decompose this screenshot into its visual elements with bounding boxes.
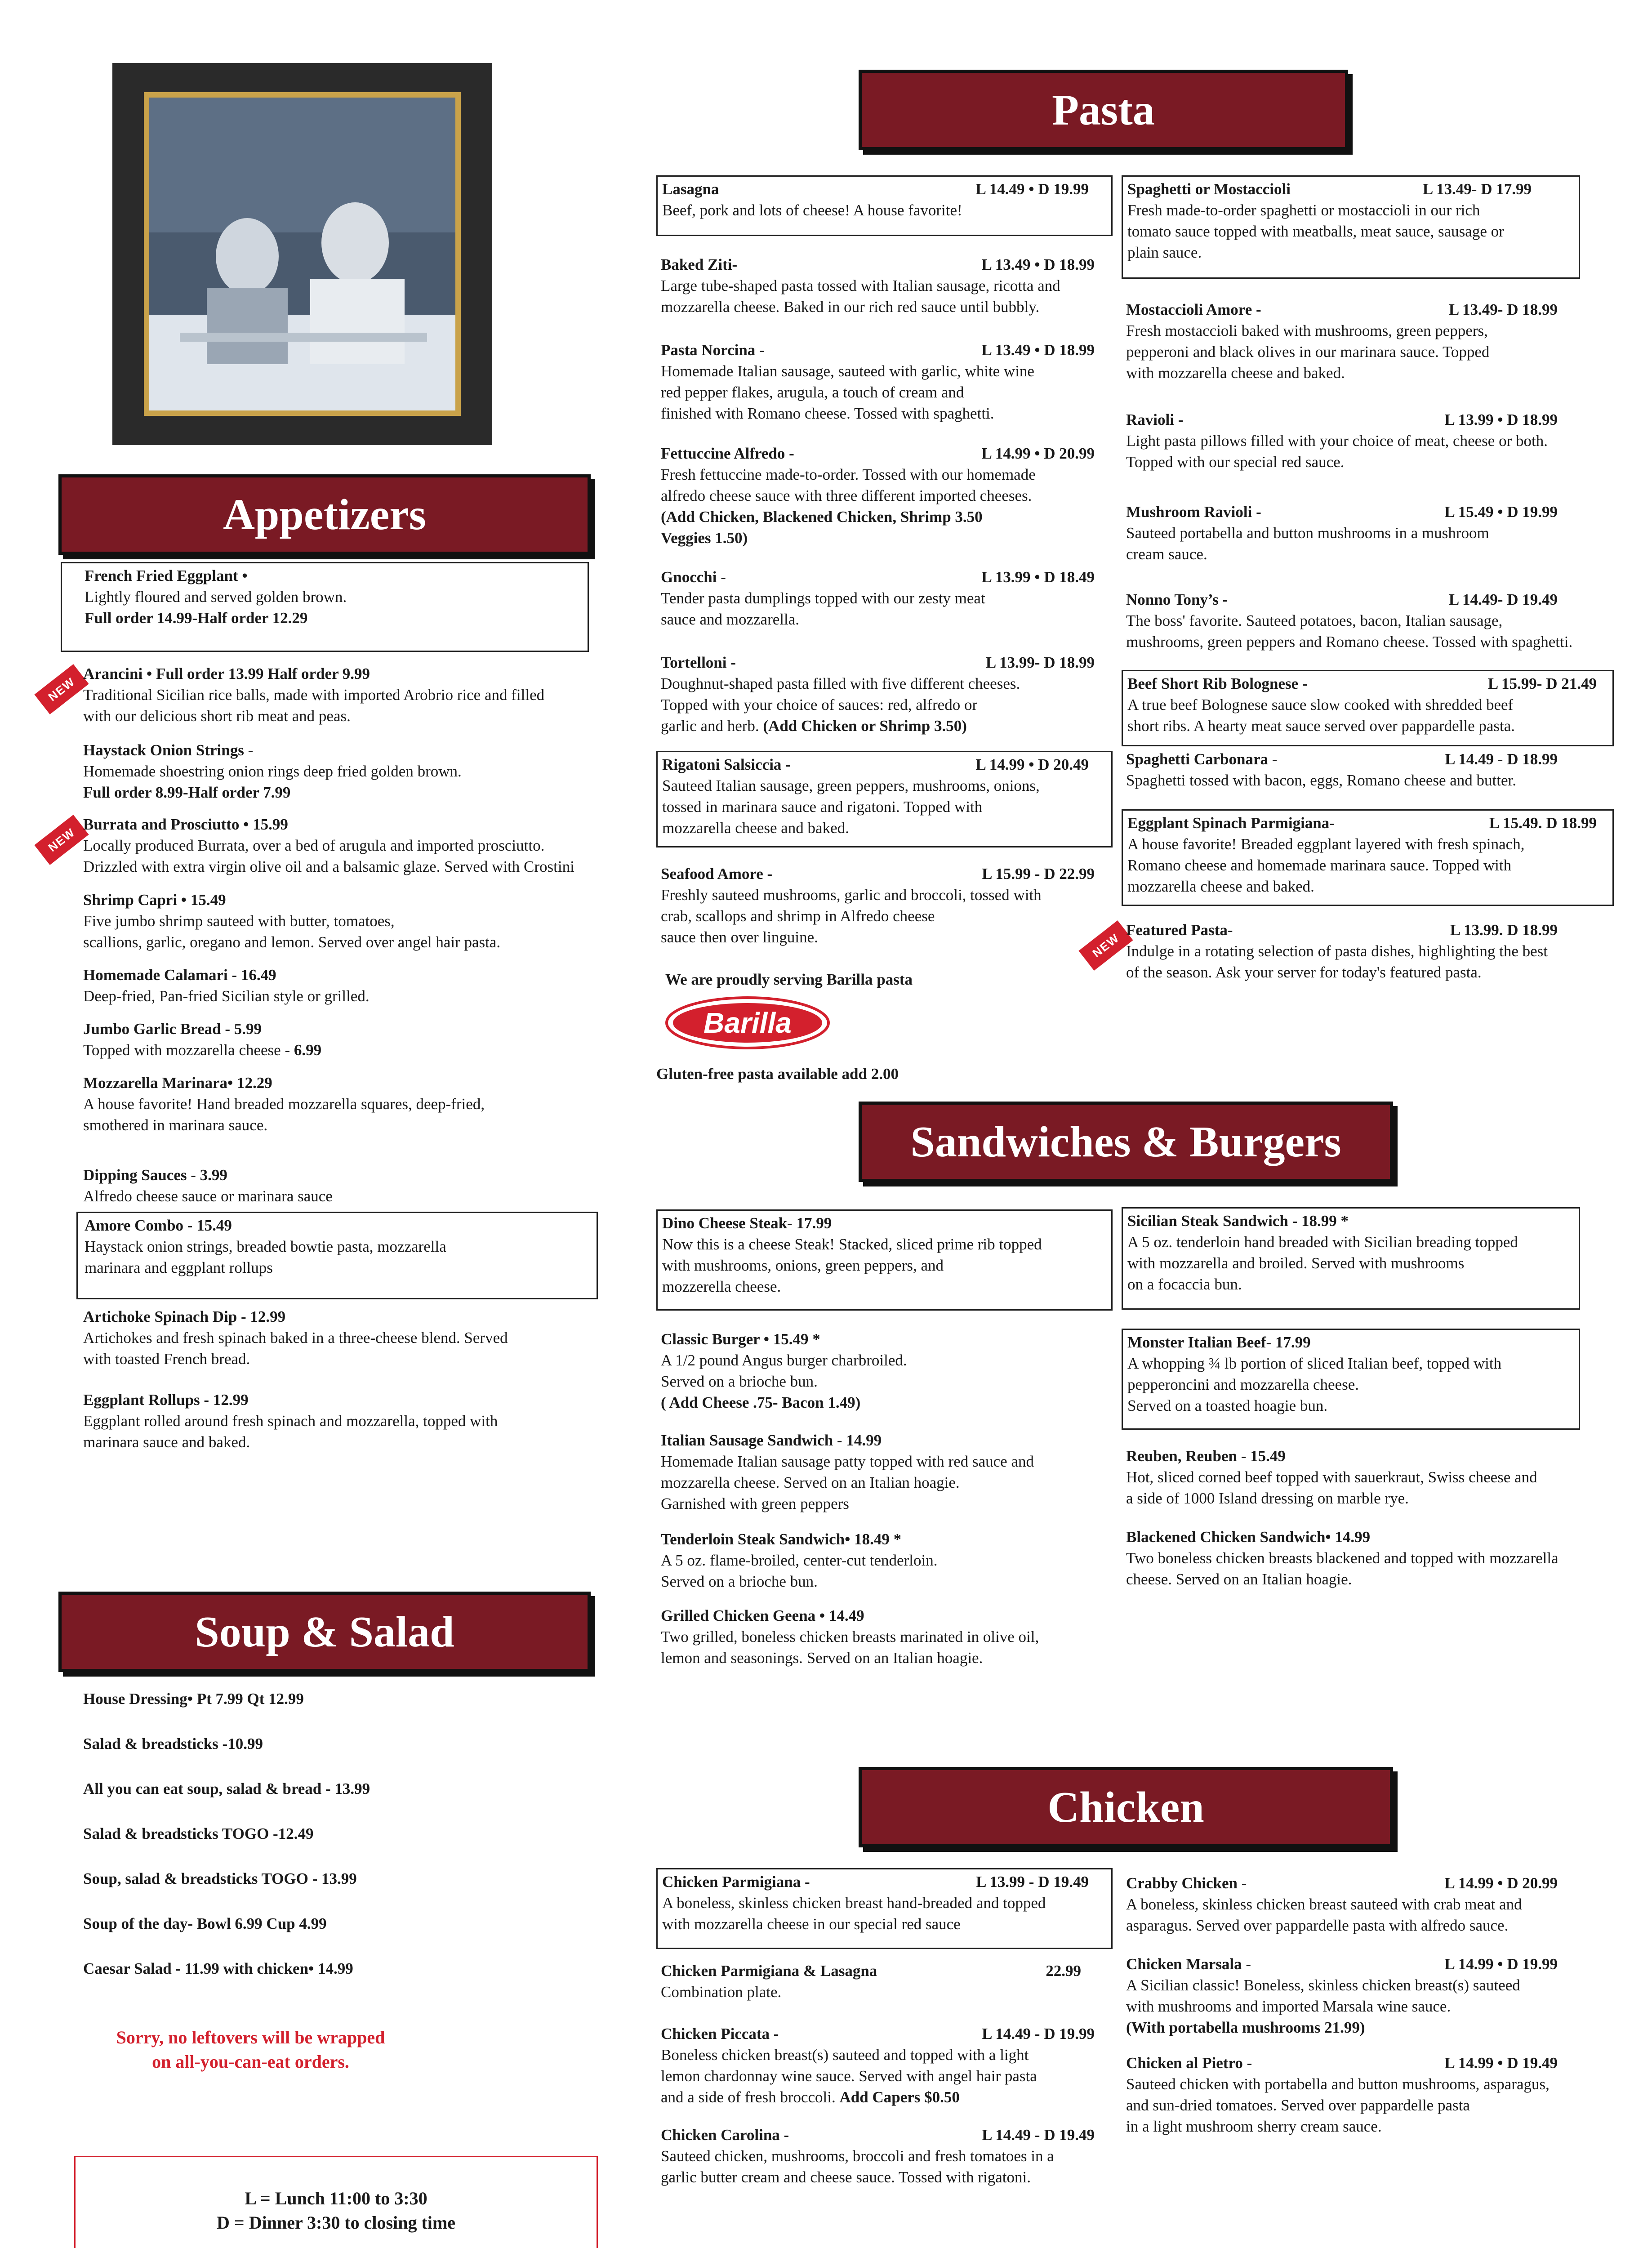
menu-item-mostaccioli-amore bbox=[1126, 299, 1603, 384]
item-desc: with mushrooms and imported Marsala wine sauce. bbox=[1126, 1998, 1451, 2015]
item-name: Baked Ziti- bbox=[661, 256, 738, 273]
barilla-logo bbox=[664, 996, 831, 1050]
item-title-row bbox=[661, 254, 1115, 275]
item-desc: Beef, pork and lots of cheese! A house favorite! bbox=[662, 201, 962, 219]
item-desc: of the season. Ask your server for today's featured pasta. bbox=[1126, 963, 1482, 981]
item-desc: Fresh made-to-order spaghetti or mostaccioli in our rich bbox=[1127, 201, 1480, 219]
item-title-row bbox=[661, 339, 1115, 361]
item-desc: Topped with your choice of sauces: red, alfredo or bbox=[661, 696, 978, 714]
item-addon: (With portabella mushrooms 21.99) bbox=[1126, 2019, 1365, 2036]
item-desc: Indulge in a rotating selection of pasta dishes, highlighting the best bbox=[1126, 942, 1548, 960]
menu-item-nonno-tonys bbox=[1126, 589, 1634, 652]
item-desc: a side of 1000 Island dressing on marble rye. bbox=[1126, 1490, 1409, 1507]
item-desc: Fresh fettuccine made-to-order. Tossed with our homemade bbox=[661, 466, 1036, 483]
item-desc: Served on a brioche bun. bbox=[661, 1373, 818, 1390]
item-title-row bbox=[661, 2023, 1115, 2044]
menu-item-ravioli bbox=[1126, 409, 1603, 473]
item-price: L 14.99 • D 19.49 bbox=[1444, 2054, 1558, 2072]
item-title: Reuben, Reuben - 15.49 bbox=[1126, 1447, 1286, 1465]
item-desc: scallions, garlic, oregano and lemon. Served over angel hair pasta. bbox=[83, 933, 501, 951]
item-name: Chicken al Pietro - bbox=[1126, 2054, 1252, 2072]
item-title: Sicilian Steak Sandwich - 18.99 * bbox=[1127, 1212, 1349, 1230]
item-name: Spaghetti Carbonara - bbox=[1126, 750, 1278, 768]
item-title: Blackened Chicken Sandwich• 14.99 bbox=[1126, 1528, 1371, 1546]
item-desc: red pepper flakes, arugula, a touch of cream and bbox=[661, 384, 964, 401]
menu-item-arancini bbox=[83, 663, 623, 727]
item-price: L 13.49 • D 18.99 bbox=[981, 256, 1095, 273]
menu-item-crabby-chicken bbox=[1126, 1873, 1621, 1936]
item-desc: Drizzled with extra virgin olive oil and a balsamic glaze. Served with Crostini bbox=[83, 858, 574, 875]
item-title: Classic Burger • 15.49 * bbox=[661, 1330, 820, 1348]
menu-item-tenderloin-steak-sandwich bbox=[661, 1529, 1115, 1592]
item-desc: plain sauce. bbox=[1127, 244, 1202, 261]
item-desc: mushrooms, green peppers and Romano cheese. Tossed with spaghetti. bbox=[1126, 633, 1573, 651]
item-title: Shrimp Capri • 15.49 bbox=[83, 891, 226, 909]
item-price: L 14.99 • D 20.99 bbox=[981, 445, 1095, 462]
item-name: Fettuccine Alfredo - bbox=[661, 445, 794, 462]
item-price: L 14.49 - D 18.99 bbox=[1445, 750, 1558, 768]
item-name: Ravioli - bbox=[1126, 411, 1184, 428]
soup-item: Salad & breadsticks TOGO -12.49 bbox=[83, 1825, 314, 1842]
item-desc: with mozzarella cheese in our special red sauce bbox=[662, 1915, 961, 1933]
menu-item-lasagna bbox=[656, 175, 1113, 236]
item-desc: marinara and eggplant rollups bbox=[85, 1259, 273, 1276]
item-desc: Alfredo cheese sauce or marinara sauce bbox=[83, 1187, 333, 1205]
menu-item-seafood-amore bbox=[661, 863, 1115, 948]
item-title: Dipping Sauces - 3.99 bbox=[83, 1166, 227, 1184]
menu-item-garlic-bread bbox=[83, 1018, 600, 1061]
item-desc: Eggplant rolled around fresh spinach and mozzarella, topped with bbox=[83, 1412, 498, 1430]
item-desc: Sauteed Italian sausage, green peppers, mushrooms, onions, bbox=[662, 777, 1040, 794]
item-desc: A 5 oz. tenderloin hand breaded with Sicilian breading topped bbox=[1127, 1233, 1518, 1251]
item-desc: mozzerella cheese. bbox=[662, 1278, 781, 1295]
menu-item-grilled-chicken-geena bbox=[661, 1605, 1115, 1668]
menu-item-gnocchi bbox=[661, 566, 1115, 630]
item-desc: Traditional Sicilian rice balls, made with imported Arobrio rice and filled bbox=[83, 686, 545, 704]
item-title-row bbox=[661, 863, 1115, 884]
item-desc: Lightly floured and served golden brown. bbox=[85, 588, 347, 606]
item-price: 22.99 bbox=[1046, 1962, 1081, 1980]
item-desc: Two boneless chicken breasts blackened and topped with mozzarella bbox=[1126, 1549, 1558, 1567]
item-desc: marinara sauce and baked. bbox=[83, 1433, 250, 1451]
menu-item-sicilian-steak-sandwich bbox=[1122, 1207, 1580, 1310]
item-price: L 13.99- D 18.99 bbox=[985, 654, 1095, 671]
item-title: Tenderloin Steak Sandwich• 18.49 * bbox=[661, 1530, 902, 1548]
item-name: Seafood Amore - bbox=[661, 865, 773, 883]
item-desc: A true beef Bolognese sauce slow cooked with shredded beef bbox=[1127, 696, 1514, 714]
item-name: Rigatoni Salsiccia - bbox=[662, 756, 791, 773]
menu-item-blackened-chicken-sandwich bbox=[1126, 1526, 1630, 1590]
item-desc: Combination plate. bbox=[661, 1983, 782, 2001]
notice-line: Sorry, no leftovers will be wrapped bbox=[116, 2027, 385, 2047]
item-addon: Add Capers $0.50 bbox=[839, 2088, 960, 2106]
item-desc: Fresh mostaccioli baked with mushrooms, green peppers, bbox=[1126, 322, 1488, 339]
item-price: L 14.49 - D 19.99 bbox=[982, 2025, 1095, 2043]
item-desc: finished with Romano cheese. Tossed with spaghetti. bbox=[661, 405, 994, 422]
item-desc: lemon chardonnay wine sauce. Served with angel hair pasta bbox=[661, 2067, 1037, 2085]
item-price: L 13.99 • D 18.49 bbox=[981, 568, 1095, 586]
item-desc: cheese. Served on an Italian hoagie. bbox=[1126, 1570, 1352, 1588]
item-name: Chicken Marsala - bbox=[1126, 1955, 1251, 1973]
item-title-row bbox=[1127, 178, 1574, 200]
item-desc: in a light mushroom sherry cream sauce. bbox=[1126, 2118, 1382, 2135]
item-desc: Homemade Italian sausage, sauteed with garlic, white wine bbox=[661, 362, 1034, 380]
menu-item-chicken-parmigiana bbox=[656, 1868, 1113, 1949]
soup-item: Caesar Salad - 11.99 with chicken• 14.99 bbox=[83, 1960, 353, 1977]
item-title-row bbox=[1126, 749, 1603, 770]
item-price: L 13.49- D 17.99 bbox=[1422, 180, 1532, 198]
item-price: L 13.49- D 18.99 bbox=[1448, 301, 1558, 318]
soup-item: All you can eat soup, salad & bread - 13.99 bbox=[83, 1780, 370, 1798]
item-title: Eggplant Rollups - 12.99 bbox=[83, 1391, 249, 1409]
item-title: Dino Cheese Steak- 17.99 bbox=[662, 1214, 832, 1232]
item-desc: with toasted French bread. bbox=[83, 1350, 250, 1368]
item-desc: Sauteed portabella and button mushrooms in a mushroom bbox=[1126, 524, 1489, 542]
lunch-hours: L = Lunch 11:00 to 3:30 bbox=[245, 2188, 427, 2208]
item-title-row bbox=[661, 566, 1115, 588]
item-desc-text: and a side of fresh broccoli. bbox=[661, 2088, 840, 2106]
item-price: L 14.99 • D 20.99 bbox=[1444, 1874, 1558, 1892]
item-desc: with mozzarella cheese and baked. bbox=[1126, 364, 1345, 382]
item-desc: lemon and seasonings. Served on an Italian hoagie. bbox=[661, 1649, 983, 1667]
menu-item-dipping-sauces bbox=[83, 1164, 600, 1207]
item-desc: Served on a brioche bun. bbox=[661, 1573, 818, 1590]
item-desc: smothered in marinara sauce. bbox=[83, 1116, 268, 1134]
item-name: Tortelloni - bbox=[661, 654, 736, 671]
item-desc: Five jumbo shrimp sauteed with butter, tomatoes, bbox=[83, 912, 395, 930]
item-title-row bbox=[661, 652, 1115, 673]
item-price: L 14.99 • D 19.99 bbox=[1444, 1955, 1558, 1973]
menu-item-baked-ziti bbox=[661, 254, 1115, 317]
menu-item-artichoke-dip bbox=[83, 1306, 600, 1369]
menu-item-italian-sausage-sandwich bbox=[661, 1430, 1115, 1514]
item-desc bbox=[83, 1039, 600, 1061]
item-desc: Haystack onion strings, breaded bowtie pasta, mozzarella bbox=[85, 1238, 446, 1255]
menu-item-featured-pasta bbox=[1126, 919, 1630, 983]
item-name: Featured Pasta- bbox=[1126, 921, 1233, 939]
item-title-row bbox=[661, 443, 1115, 464]
item-desc: A boneless, skinless chicken breast sauteed with crab meat and bbox=[1126, 1896, 1522, 1913]
barilla-note: We are proudly serving Barilla pasta bbox=[665, 971, 913, 988]
item-price: 6.99 bbox=[294, 1041, 322, 1059]
item-name: Chicken Carolina - bbox=[661, 2126, 789, 2144]
item-desc: pepperoni and black olives in our marinara sauce. Topped bbox=[1126, 343, 1490, 361]
item-title-row bbox=[1126, 299, 1603, 320]
menu-item-french-fried-eggplant bbox=[61, 562, 589, 652]
item-desc: Sauteed chicken, mushrooms, broccoli and fresh tomatoes in a bbox=[661, 2147, 1054, 2165]
item-desc-text: Topped with mozzarella cheese - bbox=[83, 1041, 294, 1059]
item-title-row bbox=[1127, 673, 1608, 694]
item-desc: Tender pasta dumplings topped with our zesty meat bbox=[661, 589, 985, 607]
item-price: L 15.49. D 18.99 bbox=[1489, 814, 1597, 832]
item-desc: Two grilled, boneless chicken breasts marinated in olive oil, bbox=[661, 1628, 1039, 1646]
item-desc: Served on a toasted hoagie bun. bbox=[1127, 1397, 1328, 1414]
item-title-row bbox=[662, 754, 1107, 775]
item-desc: crab, scallops and shrimp in Alfredo cheese bbox=[661, 907, 935, 925]
item-addon: Veggies 1.50) bbox=[661, 529, 748, 547]
item-price: L 13.99 - D 19.49 bbox=[976, 1873, 1089, 1891]
item-desc: with mozzarella and broiled. Served with mushrooms bbox=[1127, 1254, 1465, 1272]
menu-item-shrimp-capri bbox=[83, 889, 600, 953]
menu-item-amore-combo bbox=[76, 1212, 598, 1299]
dinner-hours: D = Dinner 3:30 to closing time bbox=[217, 2212, 455, 2233]
menu-item-reuben bbox=[1126, 1445, 1621, 1509]
item-desc: A whopping ¾ lb portion of sliced Italian beef, topped with bbox=[1127, 1355, 1502, 1372]
item-desc: A boneless, skinless chicken breast hand-breaded and topped bbox=[662, 1894, 1046, 1912]
item-price: L 14.49 - D 19.49 bbox=[982, 2126, 1095, 2144]
item-title-row bbox=[661, 1960, 1115, 1981]
gluten-free-note: Gluten-free pasta available add 2.00 bbox=[656, 1065, 899, 1083]
photo-image bbox=[112, 63, 492, 445]
item-price: L 14.99 • D 20.49 bbox=[975, 756, 1089, 773]
item-desc: Locally produced Burrata, over a bed of arugula and imported prosciutto. bbox=[83, 837, 545, 854]
item-desc: Hot, sliced corned beef topped with sauerkraut, Swiss cheese and bbox=[1126, 1468, 1537, 1486]
item-name: Pasta Norcina - bbox=[661, 341, 765, 359]
item-desc: tomato sauce topped with meatballs, meat sauce, sausage or bbox=[1127, 223, 1504, 240]
item-name: Eggplant Spinach Parmigiana- bbox=[1127, 814, 1335, 832]
item-desc: Light pasta pillows filled with your choice of meat, cheese or both. bbox=[1126, 432, 1548, 450]
item-title-row bbox=[1126, 1873, 1621, 1894]
item-desc: mozzarella cheese. Baked in our rich red sauce until bubbly. bbox=[661, 298, 1040, 316]
item-name: Chicken Parmigiana - bbox=[662, 1873, 810, 1891]
menu-item-fettuccine-alfredo bbox=[661, 443, 1115, 549]
item-name: Spaghetti or Mostaccioli bbox=[1127, 180, 1291, 198]
item-desc bbox=[661, 2087, 1115, 2108]
menu-item-dino-cheese-steak bbox=[656, 1209, 1113, 1311]
item-desc: short ribs. A hearty meat sauce served over pappardelle pasta. bbox=[1127, 717, 1515, 735]
item-desc: Homemade Italian sausage patty topped with red sauce and bbox=[661, 1453, 1034, 1470]
item-title: Haystack Onion Strings - bbox=[83, 741, 254, 759]
item-desc-text: garlic and herb. bbox=[661, 717, 763, 735]
sandwiches-header: Sandwiches & Burgers bbox=[859, 1102, 1393, 1182]
soup-salad-header: Soup & Salad bbox=[58, 1592, 591, 1672]
item-title: Monster Italian Beef- 17.99 bbox=[1127, 1334, 1311, 1351]
item-name: Chicken Parmigiana & Lasagna bbox=[661, 1962, 877, 1980]
item-desc: Large tube-shaped pasta tossed with Italian sausage, ricotta and bbox=[661, 277, 1060, 294]
item-name: Mushroom Ravioli - bbox=[1126, 503, 1261, 521]
item-title-row bbox=[1126, 409, 1603, 430]
item-title-row bbox=[661, 2124, 1115, 2145]
menu-item-chicken-al-pietro bbox=[1126, 2052, 1634, 2137]
item-title: Amore Combo - 15.49 bbox=[85, 1217, 232, 1234]
item-name: Nonno Tony’s - bbox=[1126, 591, 1228, 608]
menu-item-calamari bbox=[83, 964, 600, 1007]
menu-item-mushroom-ravioli bbox=[1126, 501, 1603, 565]
item-price: L 14.49 • D 19.99 bbox=[975, 180, 1089, 198]
item-desc: mozzarella cheese. Served on an Italian hoagie. bbox=[661, 1474, 960, 1491]
item-price: Full order 14.99-Half order 12.29 bbox=[85, 609, 308, 627]
item-title: Jumbo Garlic Bread - 5.99 bbox=[83, 1020, 262, 1038]
item-desc: A Sicilian classic! Boneless, skinless chicken breast(s) sauteed bbox=[1126, 1976, 1520, 1994]
menu-item-eggplant-spinach-parmigiana bbox=[1122, 809, 1614, 906]
item-desc: Deep-fried, Pan-fried Sicilian style or grilled. bbox=[83, 987, 370, 1005]
menu-item-mozzarella-marinara bbox=[83, 1072, 600, 1136]
menu-item-chicken-carolina bbox=[661, 2124, 1115, 2188]
item-desc: Homemade shoestring onion rings deep fried golden brown. bbox=[83, 763, 462, 780]
menu-item-chicken-marsala bbox=[1126, 1954, 1621, 2038]
item-desc: sauce and mozzarella. bbox=[661, 611, 800, 628]
item-price: L 13.49 • D 18.99 bbox=[981, 341, 1095, 359]
item-name: Chicken Piccata - bbox=[661, 2025, 779, 2043]
item-title-row bbox=[1126, 501, 1603, 522]
item-title: Italian Sausage Sandwich - 14.99 bbox=[661, 1432, 882, 1449]
item-name: Beef Short Rib Bolognese - bbox=[1127, 675, 1308, 692]
item-title: Artichoke Spinach Dip - 12.99 bbox=[83, 1308, 286, 1325]
item-desc: Spaghetti tossed with bacon, eggs, Romano cheese and butter. bbox=[1126, 772, 1517, 789]
item-addon: (Add Chicken, Blackened Chicken, Shrimp 3.50 bbox=[661, 508, 983, 526]
menu-item-monster-italian-beef bbox=[1122, 1329, 1580, 1430]
leftovers-notice bbox=[58, 2025, 443, 2074]
item-desc: Romano cheese and homemade marinara sauce. Topped with bbox=[1127, 856, 1512, 874]
item-addon: ( Add Cheese .75- Bacon 1.49) bbox=[661, 1394, 861, 1411]
menu-item-onion-strings bbox=[83, 740, 600, 803]
item-desc: with our delicious short rib meat and peas. bbox=[83, 707, 351, 725]
menu-item-burrata bbox=[83, 814, 650, 877]
notice-line: on all-you-can-eat orders. bbox=[152, 2052, 349, 2072]
item-desc: A house favorite! Breaded eggplant layered with fresh spinach, bbox=[1127, 835, 1525, 853]
item-desc: with mushrooms, onions, green peppers, and bbox=[662, 1257, 944, 1274]
item-desc: Doughnut-shaped pasta filled with five different cheeses. bbox=[661, 675, 1020, 692]
item-title-row bbox=[1126, 1954, 1621, 1975]
soup-item: Soup of the day- Bowl 6.99 Cup 4.99 bbox=[83, 1915, 327, 1932]
item-desc: mozzarella cheese and baked. bbox=[1127, 878, 1314, 895]
item-title: Grilled Chicken Geena • 14.49 bbox=[661, 1607, 864, 1624]
hours-box bbox=[74, 2156, 598, 2248]
item-desc: Freshly sauteed mushrooms, garlic and broccoli, tossed with bbox=[661, 886, 1042, 904]
chicken-header: Chicken bbox=[859, 1767, 1393, 1847]
item-title-row bbox=[662, 178, 1107, 200]
item-desc: garlic butter cream and cheese sauce. Tossed with rigatoni. bbox=[661, 2168, 1031, 2186]
item-desc: Now this is a cheese Steak! Stacked, sliced prime rib topped bbox=[662, 1236, 1042, 1253]
new-badge: NEW bbox=[1078, 920, 1133, 971]
item-desc: Topped with our special red sauce. bbox=[1126, 453, 1345, 471]
pasta-header: Pasta bbox=[859, 70, 1348, 150]
soup-item: House Dressing• Pt 7.99 Qt 12.99 bbox=[83, 1690, 304, 1708]
menu-item-spaghetti bbox=[1122, 175, 1580, 279]
item-desc bbox=[661, 715, 1115, 736]
barilla-logo-text: Barilla bbox=[704, 1007, 792, 1039]
item-price: Full order 8.99-Half order 7.99 bbox=[83, 784, 291, 801]
item-desc: Boneless chicken breast(s) sauteed and topped with a light bbox=[661, 2046, 1029, 2064]
item-desc: tossed in marinara sauce and rigatoni. Topped with bbox=[662, 798, 983, 816]
item-title-row bbox=[1126, 589, 1634, 610]
appetizers-header: Appetizers bbox=[58, 474, 591, 555]
item-desc: A house favorite! Hand breaded mozzarella squares, deep-fried, bbox=[83, 1095, 485, 1113]
item-desc: and sun-dried tomatoes. Served over pappardelle pasta bbox=[1126, 2096, 1470, 2114]
item-title: Burrata and Prosciutto • 15.99 bbox=[83, 816, 288, 833]
menu-item-pasta-norcina bbox=[661, 339, 1115, 424]
soup-item: Soup, salad & breadsticks TOGO - 13.99 bbox=[83, 1870, 357, 1887]
menu-item-beef-bolognese bbox=[1122, 670, 1614, 746]
menu-item-tortelloni bbox=[661, 652, 1115, 736]
menu-item-chicken-parm-lasagna bbox=[661, 1960, 1115, 2003]
item-desc: asparagus. Served over pappardelle pasta with alfredo sauce. bbox=[1126, 1917, 1509, 1934]
item-price: L 15.99 - D 22.99 bbox=[982, 865, 1095, 883]
item-price: L 13.99. D 18.99 bbox=[1450, 921, 1558, 939]
item-name: Gnocchi - bbox=[661, 568, 726, 586]
item-title: Arancini • Full order 13.99 Half order 9.99 bbox=[83, 665, 370, 682]
item-desc: A 1/2 pound Angus burger charbroiled. bbox=[661, 1351, 907, 1369]
item-name: Lasagna bbox=[662, 180, 719, 198]
new-badge: NEW bbox=[34, 664, 89, 714]
item-title-row bbox=[1126, 2052, 1634, 2074]
menu-item-classic-burger bbox=[661, 1329, 1115, 1413]
menu-item-eggplant-rollups bbox=[83, 1389, 600, 1453]
item-title-row bbox=[1127, 812, 1608, 834]
item-price: L 13.99 • D 18.99 bbox=[1444, 411, 1558, 428]
item-price: L 14.49- D 19.49 bbox=[1448, 591, 1558, 608]
item-title-row bbox=[662, 1871, 1107, 1892]
item-desc: Garnished with green peppers bbox=[661, 1495, 849, 1512]
item-price: L 15.49 • D 19.99 bbox=[1444, 503, 1558, 521]
soup-item: Salad & breadsticks -10.99 bbox=[83, 1735, 263, 1753]
item-title-row bbox=[1126, 919, 1630, 941]
item-desc: on a focaccia bun. bbox=[1127, 1276, 1242, 1293]
vintage-photo bbox=[112, 63, 492, 445]
item-desc: sauce then over linguine. bbox=[661, 928, 818, 946]
item-desc: The boss' favorite. Sauteed potatoes, bacon, Italian sausage, bbox=[1126, 612, 1503, 629]
new-badge: NEW bbox=[34, 815, 89, 865]
item-desc: pepperoncini and mozzarella cheese. bbox=[1127, 1376, 1359, 1393]
item-desc: alfredo cheese sauce with three different imported cheeses. bbox=[661, 487, 1032, 504]
menu-item-carbonara bbox=[1126, 749, 1603, 791]
item-desc: Artichokes and fresh spinach baked in a three-cheese blend. Served bbox=[83, 1329, 508, 1347]
menu-item-chicken-piccata bbox=[661, 2023, 1115, 2108]
item-name: Mostaccioli Amore - bbox=[1126, 301, 1261, 318]
item-title: Homemade Calamari - 16.49 bbox=[83, 966, 276, 984]
item-desc: cream sauce. bbox=[1126, 545, 1207, 563]
menu-item-rigatoni-salsiccia bbox=[656, 751, 1113, 847]
item-name: Crabby Chicken - bbox=[1126, 1874, 1247, 1892]
item-price: L 15.99- D 21.49 bbox=[1487, 675, 1597, 692]
item-addon: (Add Chicken or Shrimp 3.50) bbox=[763, 717, 967, 735]
item-title: Mozzarella Marinara• 12.29 bbox=[83, 1074, 272, 1092]
item-desc: mozzarella cheese and baked. bbox=[662, 819, 849, 837]
item-title: French Fried Eggplant • bbox=[85, 567, 248, 584]
item-desc: Sauteed chicken with portabella and button mushrooms, asparagus, bbox=[1126, 2075, 1550, 2093]
item-desc: A 5 oz. flame-broiled, center-cut tenderloin. bbox=[661, 1552, 938, 1569]
